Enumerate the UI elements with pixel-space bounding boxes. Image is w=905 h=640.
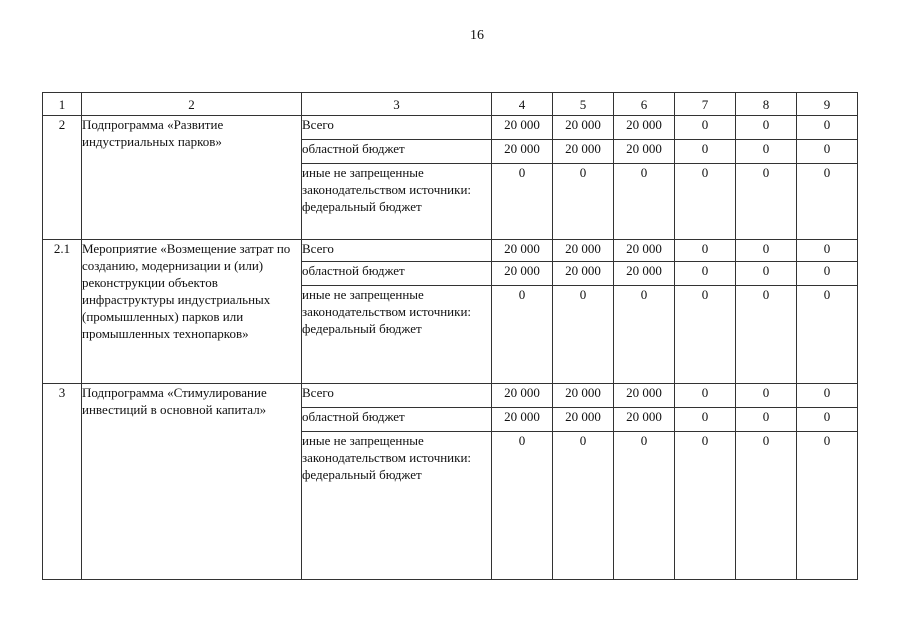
funding-source xyxy=(302,116,492,140)
value-cell: 0 xyxy=(797,384,858,408)
value-cell: 0 xyxy=(553,286,614,384)
funding-source-detail: федеральный бюджет xyxy=(302,467,422,482)
funding-source xyxy=(302,240,492,262)
value-cell: 0 xyxy=(736,240,797,262)
header-cell: 2 xyxy=(82,93,302,116)
funding-source-label: Всего xyxy=(302,385,334,400)
value-cell: 0 xyxy=(675,164,736,240)
value-cell: 0 xyxy=(736,262,797,286)
value-cell: 20 000 xyxy=(553,116,614,140)
section-name: Подпрограмма «Развитие индустриальных парков» xyxy=(82,116,302,240)
value-cell: 0 xyxy=(736,408,797,432)
section-number: 2 xyxy=(43,116,82,240)
value-cell: 20 000 xyxy=(553,408,614,432)
value-cell: 20 000 xyxy=(492,116,553,140)
header-cell: 8 xyxy=(736,93,797,116)
funding-source xyxy=(302,164,492,240)
funding-source-label: Всего xyxy=(302,241,334,256)
value-cell: 20 000 xyxy=(492,384,553,408)
value-cell: 0 xyxy=(675,432,736,580)
value-cell: 0 xyxy=(736,384,797,408)
value-cell: 0 xyxy=(675,140,736,164)
funding-source xyxy=(302,408,492,432)
funding-source-label: иные не запрещенные законодательством источники: xyxy=(302,433,472,465)
header-cell: 5 xyxy=(553,93,614,116)
value-cell: 0 xyxy=(736,164,797,240)
value-cell: 0 xyxy=(736,116,797,140)
value-cell: 20 000 xyxy=(553,140,614,164)
funding-source-detail: федеральный бюджет xyxy=(302,321,422,336)
value-cell: 0 xyxy=(736,140,797,164)
value-cell: 0 xyxy=(614,164,675,240)
value-cell: 0 xyxy=(553,432,614,580)
header-cell: 9 xyxy=(797,93,858,116)
funding-source-label: иные не запрещенные законодательством источники: xyxy=(302,165,472,197)
value-cell: 0 xyxy=(797,408,858,432)
value-cell: 0 xyxy=(797,432,858,580)
value-cell: 20 000 xyxy=(492,140,553,164)
value-cell: 20 000 xyxy=(492,240,553,262)
value-cell: 20 000 xyxy=(553,262,614,286)
value-cell: 0 xyxy=(797,140,858,164)
funding-source-label: областной бюджет xyxy=(302,409,405,424)
section-name: Подпрограмма «Стимулирование инвестиций в основной капитал» xyxy=(82,384,302,580)
table-row xyxy=(43,384,858,408)
section-name: Мероприятие «Возмещение затрат по созданию, модернизации и (или) реконструкции объектов инфраструктуры индустриальных (промышленных) парков или промышленных технопарков» xyxy=(82,240,302,384)
value-cell: 0 xyxy=(797,286,858,384)
value-cell: 0 xyxy=(675,408,736,432)
value-cell: 0 xyxy=(736,286,797,384)
value-cell: 0 xyxy=(675,240,736,262)
funding-source-detail: федеральный бюджет xyxy=(302,199,422,214)
header-row xyxy=(43,93,858,116)
value-cell: 20 000 xyxy=(492,262,553,286)
value-cell: 0 xyxy=(797,240,858,262)
value-cell: 0 xyxy=(614,432,675,580)
value-cell: 0 xyxy=(492,164,553,240)
value-cell: 0 xyxy=(797,262,858,286)
value-cell: 20 000 xyxy=(553,240,614,262)
page-number: 16 xyxy=(470,28,484,43)
value-cell: 0 xyxy=(675,116,736,140)
value-cell: 20 000 xyxy=(492,408,553,432)
funding-source-label: областной бюджет xyxy=(302,263,405,278)
funding-source xyxy=(302,286,492,384)
funding-source-label: Всего xyxy=(302,117,334,132)
value-cell: 20 000 xyxy=(614,262,675,286)
funding-source-label: иные не запрещенные законодательством источники: xyxy=(302,287,472,319)
value-cell: 20 000 xyxy=(553,384,614,408)
value-cell: 20 000 xyxy=(614,408,675,432)
value-cell: 0 xyxy=(797,164,858,240)
value-cell: 0 xyxy=(736,432,797,580)
value-cell: 0 xyxy=(614,286,675,384)
table-row xyxy=(43,240,858,262)
funding-source-label: областной бюджет xyxy=(302,141,405,156)
funding-source xyxy=(302,140,492,164)
section-number: 2.1 xyxy=(43,240,82,384)
header-cell: 6 xyxy=(614,93,675,116)
table-row xyxy=(43,116,858,140)
header-cell: 3 xyxy=(302,93,492,116)
value-cell: 0 xyxy=(797,116,858,140)
value-cell: 0 xyxy=(553,164,614,240)
value-cell: 20 000 xyxy=(614,140,675,164)
header-cell: 1 xyxy=(43,93,82,116)
header-cell: 4 xyxy=(492,93,553,116)
budget-table xyxy=(42,92,858,580)
value-cell: 0 xyxy=(675,384,736,408)
funding-source xyxy=(302,262,492,286)
value-cell: 0 xyxy=(675,262,736,286)
header-cell: 7 xyxy=(675,93,736,116)
funding-source xyxy=(302,432,492,580)
value-cell: 0 xyxy=(492,286,553,384)
value-cell: 20 000 xyxy=(614,116,675,140)
value-cell: 20 000 xyxy=(614,384,675,408)
section-number: 3 xyxy=(43,384,82,580)
value-cell: 0 xyxy=(675,286,736,384)
value-cell: 20 000 xyxy=(614,240,675,262)
funding-source xyxy=(302,384,492,408)
value-cell: 0 xyxy=(492,432,553,580)
